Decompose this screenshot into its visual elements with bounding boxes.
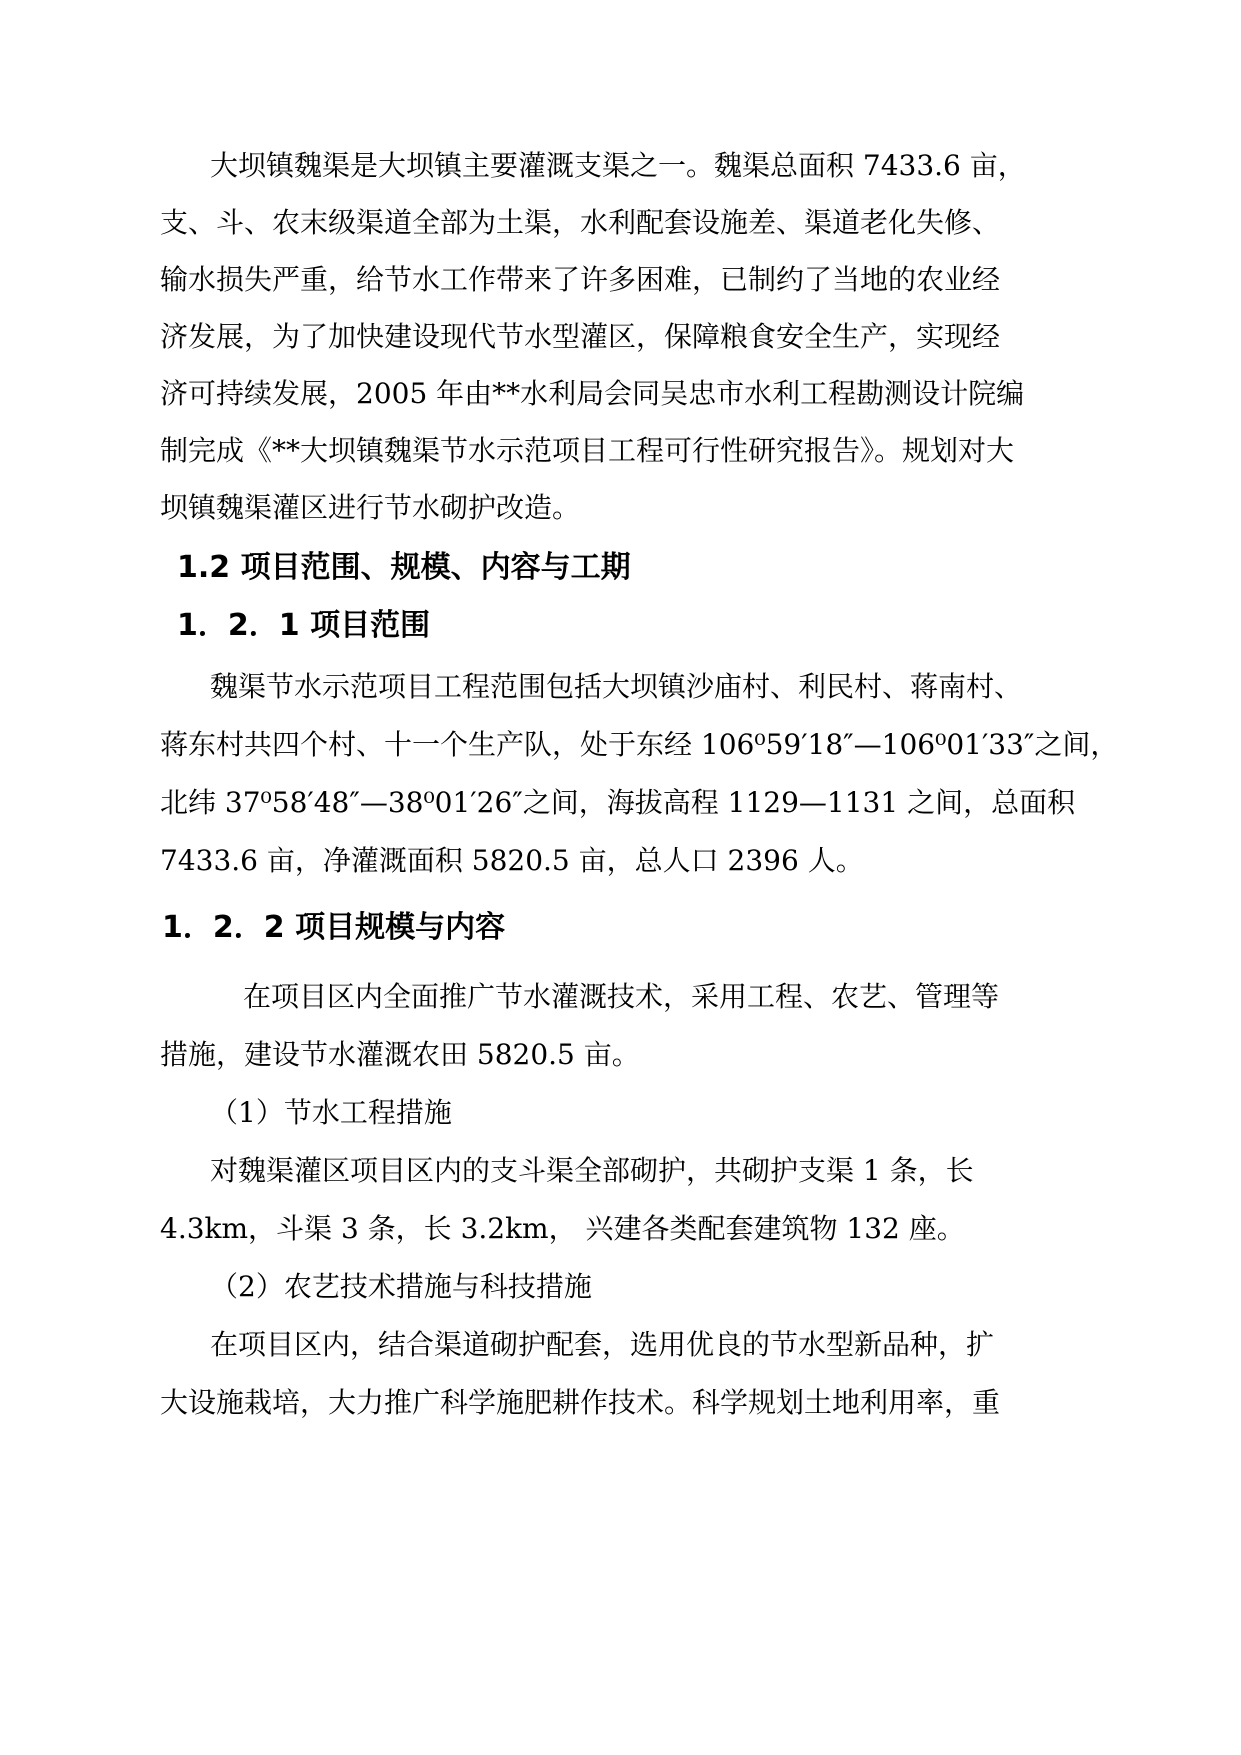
text-line: 大坝镇魏渠是大坝镇主要灌溉支渠之一。魏渠总面积 7433.6 亩， bbox=[210, 149, 1026, 182]
text-line: 在项目区内，结合渠道砌护配套，选用优良的节水型新品种，扩 bbox=[210, 1328, 995, 1361]
text-line: 坝镇魏渠灌区进行节水砌护改造。 bbox=[160, 491, 581, 524]
text-line: 在项目区内全面推广节水灌溉技术，采用工程、农艺、管理等 bbox=[243, 980, 1000, 1013]
text-line: 输水损失严重，给节水工作带来了许多困难，已制约了当地的农业经 bbox=[160, 263, 1001, 296]
text-line: 4.3km，斗渠 3 条，长 3.2km， 兴建各类配套建筑物 132 座。 bbox=[160, 1212, 965, 1245]
text-line: 支、斗、农末级渠道全部为土渠，水利配套设施差、渠道老化失修、 bbox=[160, 206, 1001, 239]
item-title-agronomy: （2）农艺技术措施与科技措施 bbox=[210, 1270, 592, 1303]
text-line: 济可持续发展，2005 年由**水利局会同吴忠市水利工程勘测设计院编 bbox=[160, 377, 1025, 410]
text-line: 济发展，为了加快建设现代节水型灌区，保障粮食安全生产，实现经 bbox=[160, 320, 1001, 353]
section-heading-1-2-1: 1．2．1 项目范围 bbox=[177, 608, 431, 643]
text-line: 大设施栽培，大力推广科学施肥耕作技术。科学规划土地利用率，重 bbox=[160, 1386, 1001, 1419]
text-line: 对魏渠灌区项目区内的支斗渠全部砌护，共砌护支渠 1 条，长 bbox=[210, 1154, 974, 1187]
text-line: 北纬 37⁰58′48″—38⁰01′26″之间，海拔高程 1129—1131 之间，总面积 bbox=[160, 786, 1076, 819]
text-line: 魏渠节水示范项目工程范围包括大坝镇沙庙村、利民村、蒋南村、 bbox=[210, 670, 1023, 703]
text-line: 制完成《**大坝镇魏渠节水示范项目工程可行性研究报告》。规划对大 bbox=[160, 434, 1015, 467]
section-heading-1-2-2: 1．2．2 项目规模与内容 bbox=[162, 910, 506, 945]
text-line: 7433.6 亩，净灌溉面积 5820.5 亩，总人口 2396 人。 bbox=[160, 844, 864, 877]
text-line: 措施，建设节水灌溉农田 5820.5 亩。 bbox=[160, 1038, 640, 1071]
text-line: 蒋东村共四个村、十一个生产队，处于东经 106⁰59′18″—106⁰01′33″之间， bbox=[160, 728, 1119, 761]
item-title-water-saving: （1）节水工程措施 bbox=[210, 1096, 452, 1129]
section-heading-1-2: 1.2 项目范围、规模、内容与工期 bbox=[177, 550, 631, 585]
